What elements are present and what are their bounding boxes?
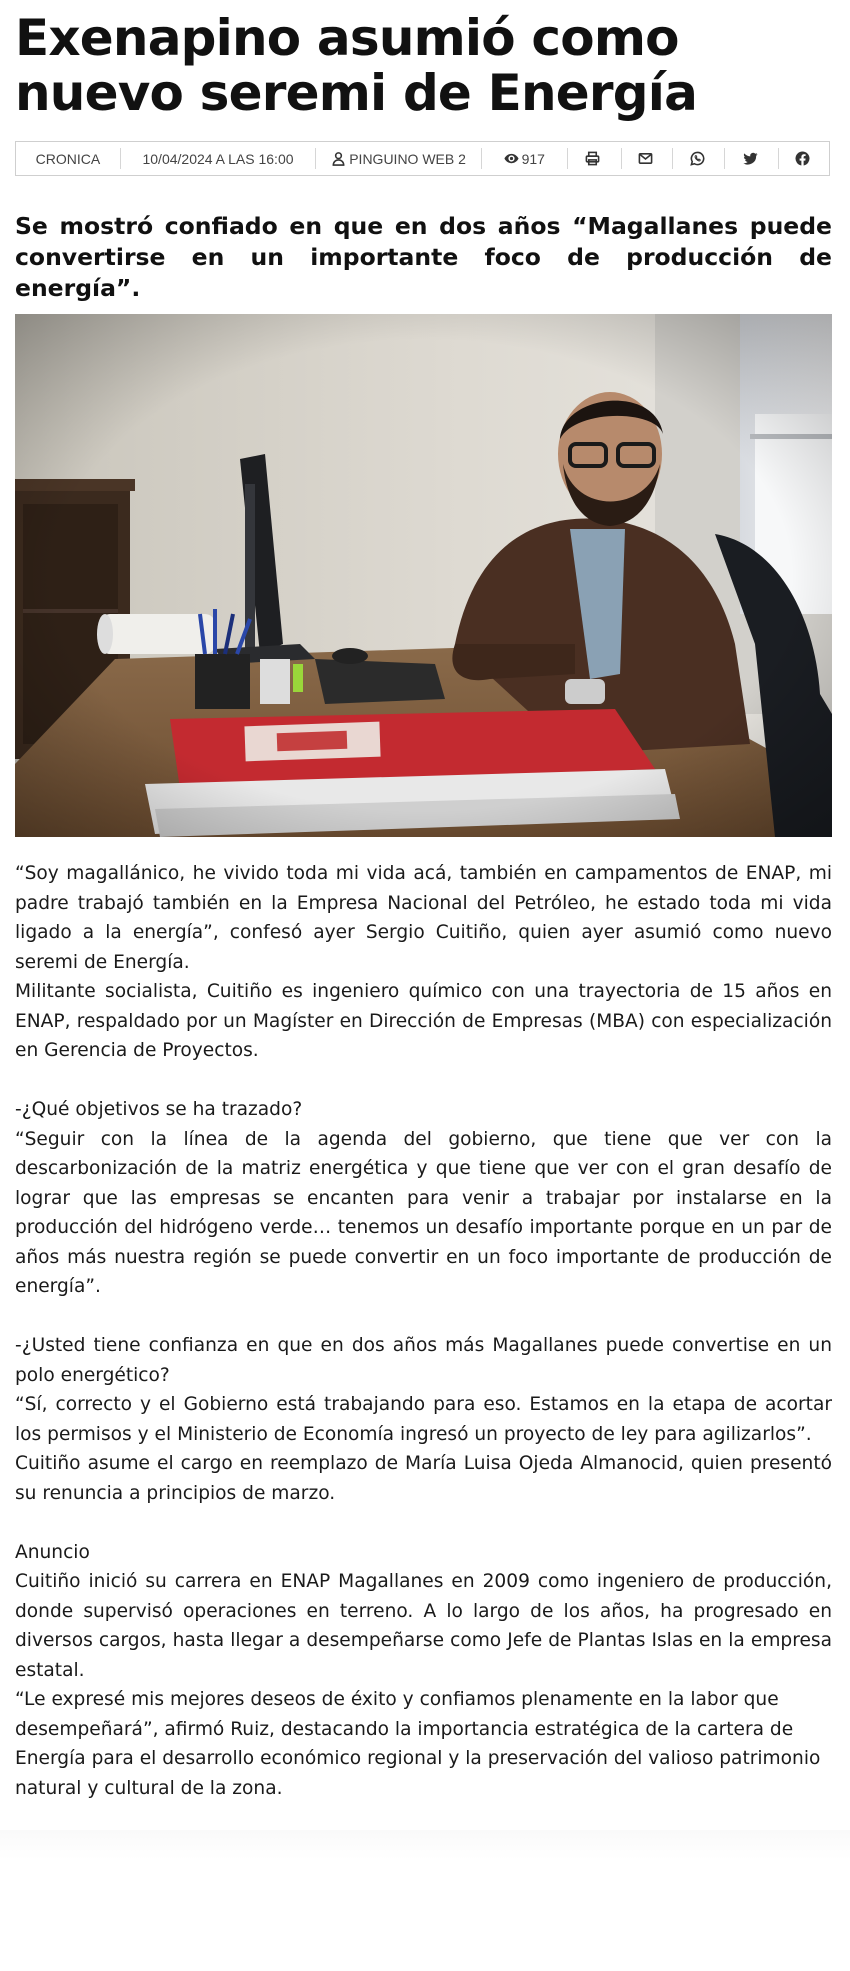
facebook-icon [795, 151, 810, 166]
whatsapp-share-button[interactable] [672, 148, 724, 169]
author-label: PINGUINO WEB 2 [349, 150, 466, 167]
eye-icon [504, 151, 519, 166]
meta-author[interactable] [315, 148, 481, 169]
photo-man-at-desk [15, 314, 832, 837]
paragraph: -¿Usted tiene confianza en que en dos años más Magallanes puede convertise en un polo energético? [15, 1335, 832, 1386]
user-icon [331, 151, 346, 166]
print-button[interactable] [567, 148, 621, 169]
twitter-share-button[interactable] [724, 148, 778, 169]
article-photo [15, 314, 832, 837]
paragraph: “Soy magallánico, he vivido toda mi vida acá, también en campamentos de ENAP, mi padre trabajó también en la Empresa Nacional del Petróleo, he estado toda mi vida ligado a la energía”, confesó ayer Sergio Cuitiño, quien ayer asumió como nuevo seremi de Energía. [15, 863, 832, 973]
meta-views [481, 148, 567, 169]
print-icon [585, 151, 600, 166]
article-title: Exenapino asumió como nuevo seremi de Energía [15, 9, 698, 122]
date-label: 10/04/2024 A LAS 16:00 [142, 150, 294, 167]
paragraph: “Le expresé mis mejores deseos de éxito y confiamos plenamente en la labor que desempeñará”, afirmó Ruiz, destacando la importancia estratégica de la cartera de Energía para el desarrollo económico regional y la preservación del valioso patrimonio natural y cultural de la zona. [15, 1689, 821, 1799]
paragraph: “Seguir con la línea de la agenda del gobierno, que tiene que ver con la descarbonización de la matriz energética y que tiene que ver con el gran desafío de lograr que las empresas se encanten para venir a trabajar por instalarse en la producción del hidrógeno verde… tenemos un desafío importante porque en un par de años más nuestra región se puede convertir en un foco importante de producción de energía”. [15, 1128, 832, 1297]
views-count: 917 [521, 150, 545, 167]
ad-label: Anuncio [15, 1541, 90, 1563]
article-body [15, 859, 832, 1803]
paragraph: “Sí, correcto y el Gobierno está trabajando para eso. Estamos en la etapa de acortar los permisos y el Ministerio de Economía ingresó un proyecto de ley para agilizarlos”. [15, 1394, 832, 1445]
meta-category[interactable] [16, 148, 120, 169]
paragraph: Cuitiño inició su carrera en ENAP Magallanes en 2009 como ingeniero de producción, donde supervisó operaciones en terreno. A lo largo de los años, ha progresado en diversos cargos, hasta llegar a desempeñarse como Jefe de Plantas Islas en la empresa estatal. [15, 1571, 832, 1681]
category-label: CRONICA [35, 150, 101, 167]
article [15, 0, 832, 1799]
paragraph: Militante socialista, Cuitiño es ingeniero químico con una trayectoria de 15 años en ENAP, respaldado por un Magíster en Dirección de Empresas (MBA) con especialización en Gerencia de Proyectos. [15, 981, 832, 1061]
meta-date [120, 148, 316, 169]
article-subtitle: Se mostró confiado en que en dos años “Magallanes puede convertirse en un importante foco de producción de energía”. [15, 212, 832, 302]
paragraph: -¿Qué objetivos se ha trazado? [15, 1099, 303, 1120]
whatsapp-icon [690, 151, 705, 166]
facebook-share-button[interactable] [778, 148, 829, 169]
email-share-button[interactable] [621, 148, 673, 169]
page-footer-fade [0, 1830, 850, 1860]
twitter-icon [743, 151, 758, 166]
mail-icon [638, 151, 653, 166]
paragraph: Cuitiño asume el cargo en reemplazo de María Luisa Ojeda Almanocid, quien presentó su renuncia a principios de marzo. [15, 1453, 832, 1504]
article-meta-bar [15, 141, 830, 176]
